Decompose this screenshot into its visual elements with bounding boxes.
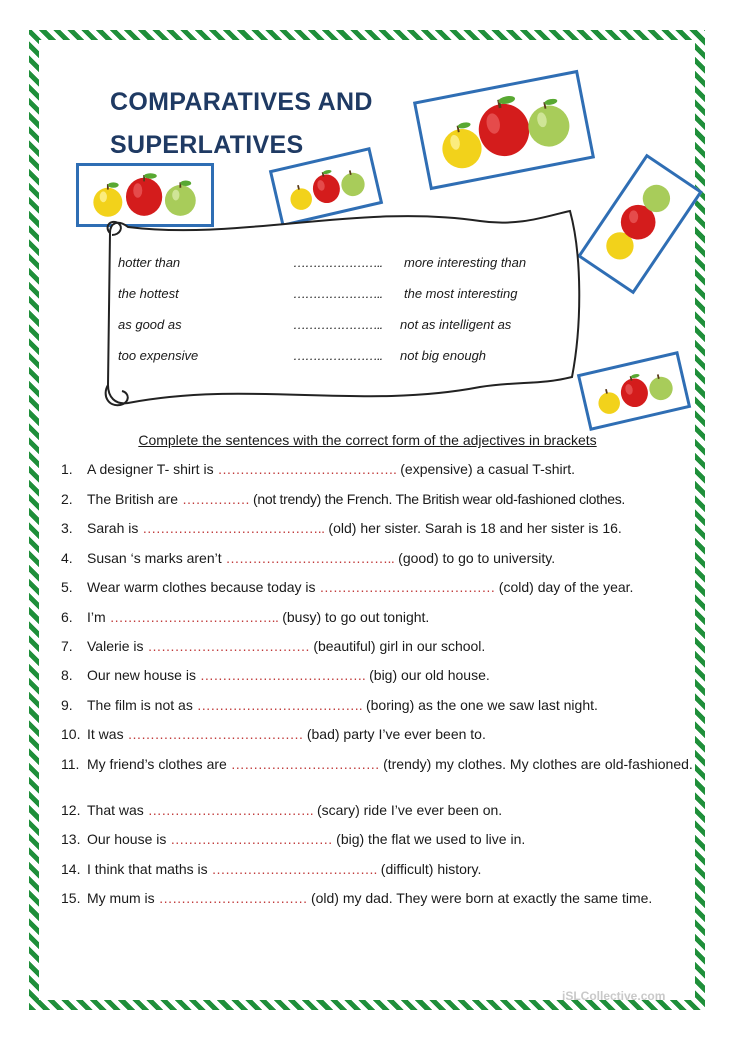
exercise-text-before: It was <box>87 726 128 742</box>
exercise-text-before: I think that maths is <box>87 861 212 877</box>
answer-blank[interactable]: …………… <box>181 491 250 507</box>
word-bank-dots: ………………….. <box>293 317 383 332</box>
exercise-item <box>61 726 693 743</box>
answer-blank[interactable]: ……………………………… <box>147 638 310 654</box>
instruction: Complete the sentences with the correct form of the adjectives in brackets <box>138 432 597 448</box>
exercise-text-after: (busy) to go out tonight. <box>278 609 430 625</box>
answer-blank[interactable]: …………………………… <box>230 756 380 772</box>
exercise-text-before: Valerie is <box>87 638 148 654</box>
exercise-text-after: (cold) day of the year. <box>494 579 634 595</box>
exercise-number: 7. <box>61 638 73 654</box>
exercise-number: 13. <box>61 831 81 847</box>
answer-blank[interactable]: ………………………………… <box>127 726 303 742</box>
exercise-item <box>61 802 693 819</box>
word-bank-left: as good as <box>118 317 182 332</box>
answer-blank[interactable]: ………………………………. <box>147 802 314 818</box>
word-bank-row <box>118 286 558 304</box>
exercise-text-after: (beautiful) girl in our school. <box>309 638 486 654</box>
word-bank-left: the hottest <box>118 286 179 301</box>
answer-blank[interactable]: ……………………………….. <box>109 609 279 625</box>
answer-blank[interactable]: …………………………… <box>158 890 308 906</box>
exercise-item <box>61 579 693 596</box>
word-bank-dots: ………………….. <box>293 255 383 270</box>
answer-blank[interactable]: ………………………………….. <box>142 520 325 536</box>
exercise-text-after: (good) to go to university. <box>394 550 556 566</box>
exercise-number: 6. <box>61 609 73 625</box>
exercise-text-after: (scary) ride I’ve ever been on. <box>313 802 503 818</box>
exercise-number: 11. <box>61 756 80 772</box>
word-bank-right: the most interesting <box>404 286 518 301</box>
exercise-number: 8. <box>61 667 73 683</box>
exercise-number: 5. <box>61 579 73 595</box>
watermark: iSLCollective.com <box>562 989 666 1003</box>
word-bank-left: hotter than <box>118 255 181 270</box>
exercise-text-before: Sarah is <box>87 520 143 536</box>
word-bank-dots: ………………….. <box>293 286 383 301</box>
exercise-text-before: Our house is <box>87 831 171 847</box>
exercise-number: 12. <box>61 802 81 818</box>
title-line-2: SUPERLATIVES <box>110 131 304 159</box>
exercise-text-before: Our new house is <box>87 667 200 683</box>
answer-blank[interactable]: ………………………………. <box>211 861 377 877</box>
word-bank-left: too expensive <box>118 348 199 363</box>
exercise-text-before: That was <box>87 802 148 818</box>
word-bank-right: not as intelligent as <box>400 317 512 332</box>
exercise-number: 15. <box>61 890 81 906</box>
answer-blank[interactable]: ……………………………….. <box>225 550 395 566</box>
word-bank-right: not big enough <box>400 348 487 363</box>
exercise-number: 14. <box>61 861 81 877</box>
exercise-item <box>61 609 693 626</box>
word-bank-row <box>118 255 558 273</box>
word-bank-right: more interesting than <box>404 255 527 270</box>
exercise-number: 9. <box>61 697 73 713</box>
exercise-item <box>61 890 693 907</box>
answer-blank[interactable]: ………………………………. <box>196 697 363 713</box>
exercise-text-after: (boring) as the one we saw last night. <box>362 697 598 713</box>
exercise-item <box>61 756 693 773</box>
exercise-text-before: The British are <box>87 491 182 507</box>
answer-blank[interactable]: …………………………………. <box>217 461 397 477</box>
exercise-number: 1. <box>61 461 73 477</box>
exercise-text-after: (old) my dad. They were born at exactly the same time. <box>307 890 653 906</box>
exercise-number: 4. <box>61 550 73 566</box>
exercise-text-before: Susan ‘s marks aren’t <box>87 550 226 566</box>
exercise-number: 2. <box>61 491 73 507</box>
exercise-text-before: Wear warm clothes because today is <box>87 579 320 595</box>
exercise-number: 3. <box>61 520 73 536</box>
exercise-text-after: (expensive) a casual T-shirt. <box>396 461 576 477</box>
word-bank-row <box>118 348 558 366</box>
word-bank-dots: ………………….. <box>293 348 383 363</box>
exercise-text-after: (trendy) my clothes. My clothes are old-fashioned. <box>379 756 693 772</box>
exercise-text-after: (bad) party I’ve ever been to. <box>302 726 486 742</box>
exercise-text-before: The film is not as <box>87 697 197 713</box>
answer-blank[interactable]: ………………………………. <box>199 667 366 683</box>
word-bank-scroll <box>100 205 590 420</box>
exercise-item <box>61 550 693 567</box>
exercise-item <box>61 520 693 537</box>
exercise-item <box>61 667 693 684</box>
exercise-item <box>61 831 693 848</box>
title-line-1: COMPARATIVES AND <box>110 88 373 116</box>
exercise-text-after: (big) the flat we used to live in. <box>332 831 526 847</box>
exercise-item <box>61 461 693 478</box>
exercise-text-after: (difficult) history. <box>376 861 482 877</box>
exercise-item <box>61 491 693 508</box>
exercise-text-after: (big) our old house. <box>365 667 490 683</box>
answer-blank[interactable]: ……………………………… <box>170 831 333 847</box>
answer-blank[interactable]: ………………………………… <box>319 579 495 595</box>
word-bank-row <box>118 317 558 335</box>
exercise-text-before: A designer T- shirt is <box>87 461 218 477</box>
exercise-text-before: My friend’s clothes are <box>87 756 231 772</box>
exercise-item <box>61 638 693 655</box>
exercise-text-before: I’m <box>87 609 110 625</box>
exercise-text-after: (old) her sister. Sarah is 18 and her sister is 16. <box>324 520 622 536</box>
exercise-text-after: (not trendy) the French. The British wear old-fashioned clothes. <box>249 491 625 507</box>
exercise-text-before: My mum is <box>87 890 159 906</box>
exercise-item <box>61 697 693 714</box>
exercise-item <box>61 861 693 878</box>
exercise-number: 10. <box>61 726 81 742</box>
